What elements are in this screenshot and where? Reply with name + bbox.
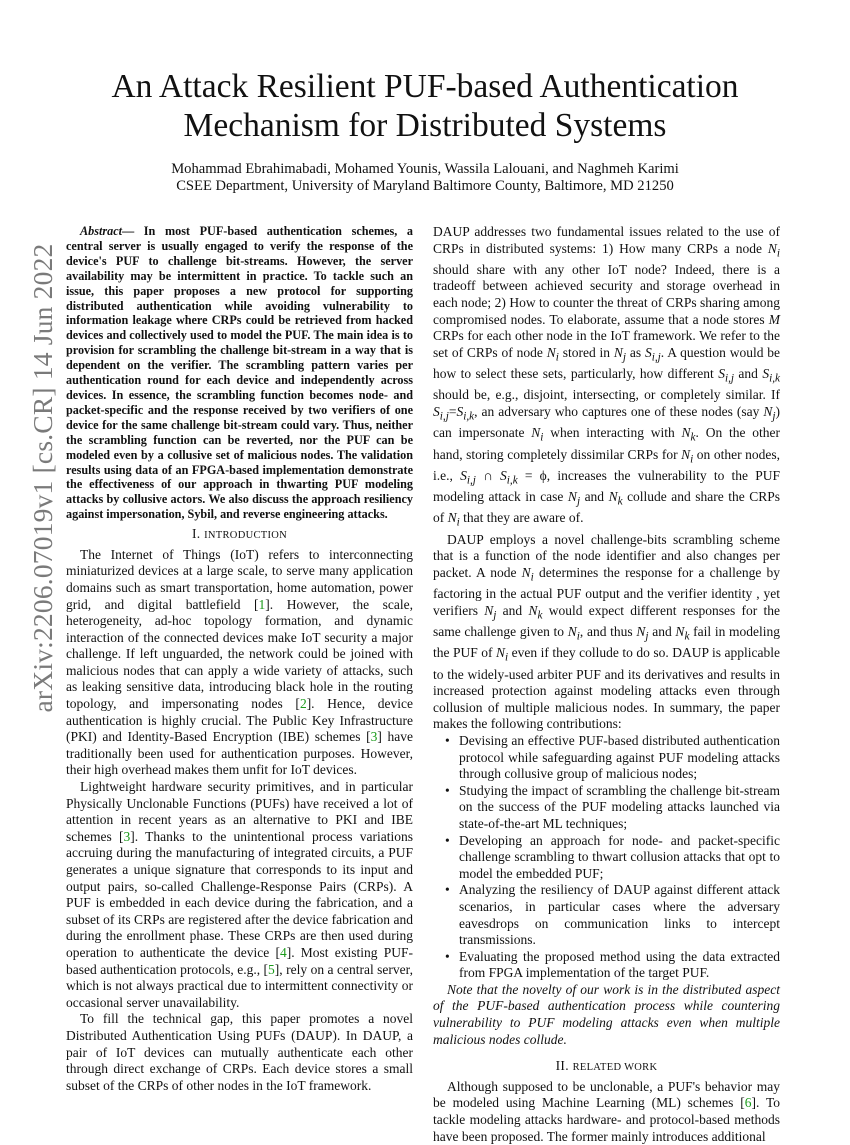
arxiv-sidebar-stamp [23,243,63,713]
abstract-text: — In most PUF-based authentication schemes, a central server is usually engaged to verify the response of the device's PUF to challenge bit-streams. However, the server availability may be intermittent in practice. To tackle such an issue, this paper proposes a new protocol for supporting distributed authentication while avoiding vulnerability to information leakage where CRPs could be retrieved from hacked devices and collectively used to model the PUF. The main idea is to provision for scrambling the challenge bit-stream in a way that is dependent on the verifier. The scrambling pattern varies per authentication round for each device and independently across devices. In essence, the scrambling function becomes node- and packet-specific and the response received by two verifiers of one device for the same challenge bit-stream could vary. Thus, neither the scrambling function can be reverted, nor the PUF can be modeled even by a collusive set of malicious nodes. The validation results using data of an FPGA-based implementation demonstrate the effectiveness of our approach in thwarting PUF modeling attacks by collusive actors. We also discuss the approach resiliency against impersonation, Sybil, and reverse engineering attacks. [66,224,413,522]
section-title: INTRODUCTION [204,530,288,542]
arxiv-identifier: arXiv:2206.07019v1 [cs.CR] 14 Jun 2022 [27,243,58,713]
citation-link[interactable]: 3 [370,729,378,745]
intro-paragraph-5: DAUP employs a novel challenge-bits scrambling scheme that is a function of the node identifier and also changes per packet. A node $N_i$ determines the response for a challenge by factoring in the actual PUF output and the verifier identity , yet verifiers $N_j$ and $N_k$ would expect different responses for the same challenge given to $N_i$, and thus $N_j$ and $N_k$ fail in modeling the PUF of $N_i$ even if they collude to do so. DAUP is applicable to the widely-used arbiter PUF and its derivatives and results in increased protection against modeling attacks even through collusion of multiple malicious nodes. In summary, the paper makes the following contributions: [433,531,781,732]
citation-link[interactable]: 3 [123,828,131,844]
list-item: • Analyzing the resiliency of DAUP against different attack scenarios, in particular cases where the adversary eavesdrops on communication links to intercept transmissions. [459,882,780,948]
contributions-list [433,733,780,982]
title-line-1: An Attack Resilient PUF-based Authentication [111,68,739,105]
abstract-label: Abstract [80,224,122,238]
citation-link[interactable]: 6 [744,1095,752,1111]
paper-title [95,67,755,145]
section-title: RELATED WORK [572,1062,658,1074]
section-heading-related-work [433,1058,780,1077]
list-item: • Studying the impact of scrambling the challenge bit-stream on the success of the PUF modeling attacks launched via state-of-the-art ML techniques; [459,783,780,833]
intro-paragraph-1: The Internet of Things (IoT) refers to interconnecting miniaturized devices at a large scale, to serve many application domains such as smart transportation, home automation, power grid, and digital battlefield [1]. However, the scale, heterogeneity, ad-hoc topology formation, and dynamic interaction of the connected devices make IoT security a major challenge. If left unguarded, the network could be joined with malicious nodes that can apply a wide variety of attacks, such as leaking sensitive data, introducing black hole in the routing topology, and impersonating nodes [2]. Hence, device authentication is highly crucial. The Public Key Infrastructure (PKI) and Identity-Based Encryption (IBE) schemes [3] have traditionally been used for authentication purposes. However, their high overhead makes them unfit for IoT devices. [66,546,413,778]
novelty-note: Note that the novelty of our work is in the distributed aspect of the PUF-based authentication process while countering vulnerability to PUF modeling attacks even when multiple malicious nodes collude. [433,981,780,1047]
section-heading-introduction [66,526,413,545]
citation-link[interactable]: 2 [299,696,307,712]
intro-paragraph-2: Lightweight hardware security primitives, and in particular Physically Unclonable Functions (PUFs) have received a lot of attention in recent years as an alternative to PKI and IBE schemes [3]. Thanks to the unintentional process variations accruing during the manufacturing of integrated circuits, a PUF generates a unique signature that corresponds to its input and output pairs, so-called Challenge-Response Pairs (CRPs). A PUF is embedded in each device during the fabrication, and a subset of its CRPs are registered after the device fabrication and during the enrollment phase. These CRPs are then used during operation to authenticate the device [4]. Most existing PUF-based authentication protocols, e.g., [5], rely on a central server, which is not always practical due to intermittent connectivity or occasional server unavailability. [66,779,414,1010]
right-column [433,224,780,1145]
section-number: II. [555,1058,573,1074]
list-item: • Devising an effective PUF-based distributed authentication protocol while safeguarding against PUF modeling attacks through collusive group of malicious nodes; [459,733,780,783]
abstract [66,224,413,522]
affiliation: CSEE Department, University of Maryland Baltimore County, Baltimore, MD 21250 [176,178,674,194]
title-line-2: Mechanism for Distributed Systems [183,107,667,144]
citation-link[interactable]: 1 [258,596,266,612]
author-list: Mohammad Ebrahimabadi, Mohamed Younis, Wassila Lalouani, and Naghmeh Karimi [171,161,679,177]
related-work-paragraph: Although supposed to be unclonable, a PUF's behavior may be modeled using Machine Learning (ML) schemes [6]. To tackle modeling attacks hardware- and protocol-based methods have been proposed. The former mainly introduces additional [433,1078,780,1144]
list-item: • Evaluating the proposed method using the data extracted from FPGA implementation of the target PUF. [459,949,780,982]
intro-paragraph-4: DAUP addresses two fundamental issues related to the use of CRPs in distributed systems: 1) How many CRPs a node $N_i$ should share with any other IoT node? Indeed, there is a tradeoff between achieved security and storage overhead in each node; 2) How to counter the threat of CRPs sharing among compromised nodes. To elaborate, assume that a node stores M CRPs for each other node in the IoT framework. We refer to the set of CRPs of node $N_i$ stored in $N_j$ as $S_{i,j}$. A question would be how to select these sets, particularly, how different $S_{i,j}$ and $S_{i,k}$ should be, e.g., disjoint, intersecting, or completely similar. If $S_{i,j}=S_{i,k}$, an adversary who captures one of these nodes (say $N_j$) can impersonate $N_i$ when interacting with $N_k$. On the other hand, storing completely dissimilar CRPs for $N_i$ on other nodes, i.e., $S_{i,j}$ ∩ $S_{i,k} = \phi$, increases the vulnerability to the PUF modeling attack in case $N_j$ and $N_k$ collude and share the CRPs of $N_i$ that they are aware of. [433,224,781,530]
citation-link[interactable]: 5 [268,961,275,977]
section-number: I. [191,526,205,542]
citation-link[interactable]: 4 [279,944,287,960]
intro-paragraph-3: To fill the technical gap, this paper promotes a novel Distributed Authentication Using PUFs (DAUP). In DAUP, a pair of IoT devices can mutually authenticate each other through direct exchange of CRPs. Each device stores a small subset of the CRPs of other nodes in the IoT framework. [66,1011,413,1093]
list-item: • Developing an approach for node- and packet-specific challenge scrambling to thwart collusion attacks that opt to model the embedded PUF; [459,833,780,883]
left-column [66,224,413,1094]
